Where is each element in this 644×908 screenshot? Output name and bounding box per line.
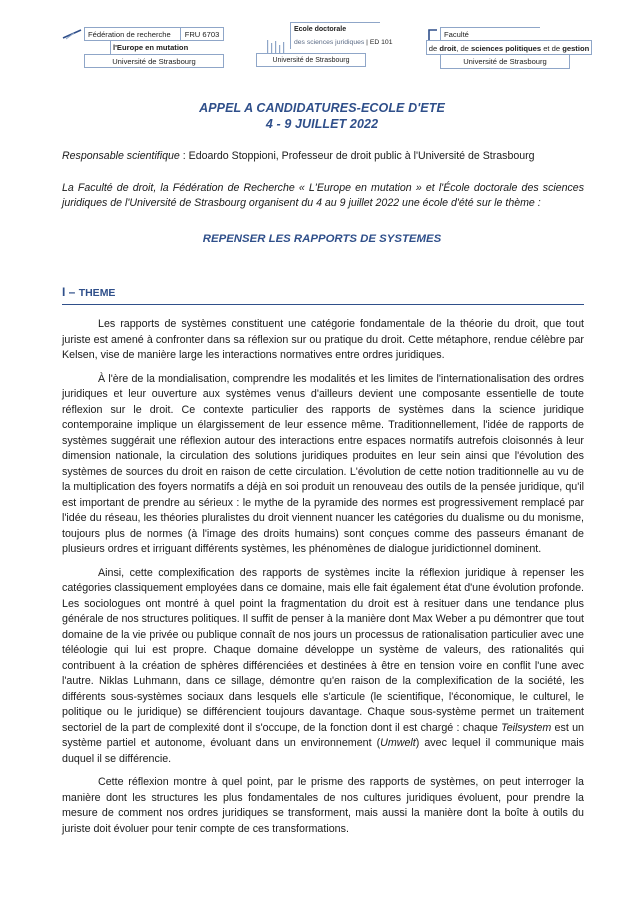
faculte-mid: , de: [456, 44, 469, 53]
faculte-line2: [426, 40, 592, 55]
responsable-line: [62, 149, 584, 164]
responsable-label: Responsable scientifique: [62, 150, 180, 162]
ecole-line3: Université de Strasbourg: [256, 53, 366, 67]
faculte-line3: Université de Strasbourg: [440, 55, 570, 69]
intro-paragraph: La Faculté de droit, la Fédération de Recherche « L'Europe en mutation » et l'École doctorale des sciences juridiques de l'Université de Strasbourg organisent du 4 au 9 juillet 2022 une école d'été sur le thème :: [62, 182, 584, 210]
responsable-text: : Edoardo Stoppioni, Professeur de droit public à l'Université de Strasbourg: [179, 150, 535, 162]
term-umwelt: Umwelt: [380, 737, 416, 749]
faculte-line1: Faculté: [440, 27, 540, 41]
federation-code: FRU 6703: [180, 27, 224, 41]
federation-logo-icon: [62, 28, 82, 40]
paragraph-1: Les rapports de systèmes constituent une catégorie fondamentale de la théorie du droit, que tout juriste est amené à confronter dans sa réflexion sur ou pratique du droit. Cette métaphore, rendue célèbre par Kelsen, vise de manière large les interactions normatives entre ordres juridiques.: [62, 318, 584, 361]
paragraph-3-part-c: ) avec lequel il communique mais duquel il se différencie.: [62, 737, 584, 765]
logo-ecole-doctorale: [256, 22, 400, 70]
section-heading: [62, 285, 115, 299]
faculte-droit: droit: [439, 44, 457, 53]
document-title: APPEL A CANDIDATURES-ECOLE D'ETE: [199, 101, 445, 115]
section-divider: [62, 304, 584, 305]
paragraph-3-part-a: Ainsi, cette complexification des rapports de systèmes incite la réflexion juridique à repenser les catégories classiquement employées dans ce domaine, mais elle fait également état d'une évolution profonde. Les sociologues ont montré à quel point la fragmentation du droit est à resituer dans une tendance plus générale de nos structures politiques. Il suffit de penser à la manière dont Max Weber a pu démontrer que tout domaine de la vie privée ou publique connaît de nos jours un processus de rationalisation particulier avec une téléologie qui lui est propre. Chaque domaine développe un système de valeurs, des rationalités qui contribuent à la création de sphères différenciées et destinées à être en tension voire en conflit l'une avec l'autre. Niklas Luhmann, dans ce sillage, démontre qu'en raison de la complexification de la société, les différents sous-systèmes sociaux dans lesquels elle s'articule (le scientifique, l'économique, le culturel, le politique ou le juridique) se différencient toujours davantage. Chaque sous-système permet un traitement sectoriel de la part de complexité dont il s'occupe, de la fonction dont il est chargé : chaque: [62, 566, 584, 734]
federation-line1: Fédération de recherche: [84, 27, 180, 41]
paragraph-4: Cette réflexion montre à quel point, par le prisme des rapports de systèmes, on peut interroger la manière dont les structures les plus fondamentales de nos cultures juridiques évoluent, pour prendre la mesure de comment nos ordres juridiques se transforment, mais aussi la manière dont la boîte à outils du juriste doit évoluer pour tenir compte de ces transformations.: [62, 776, 584, 835]
section-number: I –: [62, 285, 79, 299]
federation-line3: Université de Strasbourg: [84, 54, 224, 68]
document-dates: 4 - 9 JUILLET 2022: [265, 117, 379, 131]
ecole-line2: [290, 36, 400, 49]
faculte-de: de: [428, 44, 438, 53]
logo-faculte: [426, 27, 592, 71]
paragraph-3-part-b: est un système partiel et autonome, évoluant dans un environnement (: [62, 721, 584, 749]
theme-title: REPENSER LES RAPPORTS DE SYSTEMES: [202, 233, 442, 245]
term-teilsystem: Teilsystem: [501, 721, 552, 734]
paragraph-3: [62, 566, 584, 768]
ecole-line2b: | ED 101: [366, 39, 393, 46]
federation-line2: l'Europe en mutation: [110, 41, 202, 54]
ecole-bars-icon: [266, 40, 288, 54]
faculte-sciences-politiques: sciences politiques: [471, 44, 542, 53]
logo-federation: [62, 27, 224, 69]
ecole-line2a: des sciences juridiques: [294, 39, 365, 46]
faculte-et: et de: [543, 44, 561, 53]
ecole-line1: Ecole doctorale: [290, 22, 380, 36]
paragraph-2: À l'ère de la mondialisation, comprendre les modalités et les limites de l'internationalisation des ordres juridiques et leur ouverture aux systèmes venus d'ailleurs devient une composante essentielle de toute réflexion sur le droit. Ce contexte particulier des rapports de systèmes dans la science juridique contemporaine implique un élargissement de leur essence même. Traditionnellement, l'idée de rapports de systèmes suggérait une réflexion autour des interactions entre espaces normatifs autrefois cloisonnés à leur dimension nationale, la circulation des solutions juridiques produites en leur sein ainsi que l'évolution des systèmes de sources du droit en raison de cette circulation. L'évolution de cette notion traditionnelle au vu de la multiplication des foyers normatifs a déjà en soi produit un renouveau des outils de la pensée juridique, qu'il est important de prendre au sérieux : le mythe de la pyramide des normes est progressivement remplacé par l'idée du réseau, les théories pluralistes du droit viennent nuancer les catégories du dualisme ou du monisme, toujours plus de normes (à l'image des droits humains) sont conçues comme des passeurs émanant de plusieurs ordres et irriguant différents systèmes, les phénomènes de dialogue juridictionnel dominent.: [62, 372, 584, 555]
body-text: [62, 317, 584, 845]
faculte-gestion: gestion: [562, 44, 590, 53]
section-title: THEME: [78, 287, 116, 299]
